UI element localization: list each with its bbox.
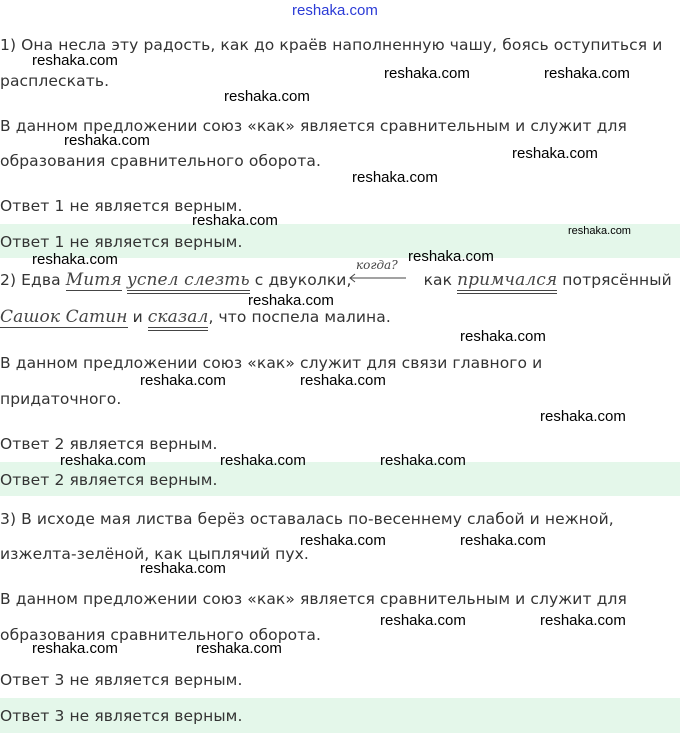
item1-sentence-line2: расплескать. [0,72,110,90]
watermark: reshaka.com [192,212,278,229]
watermark: reshaka.com [220,452,306,469]
watermark: reshaka.com [540,408,626,425]
item2-explanation-line1: В данном предложении союз «как» служит для связи главного и [0,354,543,372]
item2-subject: Митя [65,270,122,290]
watermark: reshaka.com [140,560,226,577]
item3-highlight-text: Ответ 3 не является верным. [0,707,243,725]
item2-answer: Ответ 2 является верным. [0,435,218,453]
item3-explanation-line1: В данном предложении союз «как» является сравнительным и служит для [0,590,627,608]
watermark: reshaka.com [568,225,631,237]
item3-sentence-line1: 3) В исходе мая листва берёз оставалась по-весеннему слабой и нежной, [0,510,614,528]
item1-explanation-line1: В данном предложении союз «как» является сравнительным и служит для [0,117,627,135]
item2-predicate: успел слезть [127,270,250,294]
watermark: reshaka.com [540,612,626,629]
watermark: reshaka.com [300,532,386,549]
question-arrow [346,258,408,286]
item2-sentence-line1 [0,270,672,290]
watermark: reshaka.com [32,251,118,268]
question-label: когда? [356,258,398,272]
item2-mid: с двуколки, [254,271,352,289]
watermark: reshaka.com [544,65,630,82]
item1-sentence-line1: 1) Она несла эту радость, как до краёв наполненную чашу, боясь оступиться и [0,36,663,54]
item2-subject2: Сашок Сатин [0,307,128,327]
item3-explanation-line2: образования сравнительного оборота. [0,626,321,644]
watermark: reshaka.com [60,452,146,469]
item2-predicate3: сказал [148,307,209,331]
item2-sentence-line2 [0,307,391,327]
watermark: reshaka.com [300,372,386,389]
item2-highlight-text: Ответ 2 является верным. [0,471,218,489]
watermark: reshaka.com [32,640,118,657]
item1-highlight-text: Ответ 1 не является верным. [0,233,243,251]
item1-answer: Ответ 1 не является верным. [0,197,243,215]
item2-prefix: 2) Едва [0,271,61,289]
item2-explanation-line2: придаточного. [0,390,122,408]
watermark: reshaka.com [248,292,334,309]
item2-kak: как [423,271,453,289]
item2-end: , что поспела малина. [208,308,391,326]
watermark-top: reshaka.com [292,2,378,19]
item2-tail: потрясённый [562,271,672,289]
watermark: reshaka.com [408,248,494,265]
watermark: reshaka.com [224,88,310,105]
watermark: reshaka.com [512,145,598,162]
watermark: reshaka.com [352,169,438,186]
item3-answer: Ответ 3 не является верным. [0,671,243,689]
item3-highlight-band [0,698,680,733]
watermark: reshaka.com [460,532,546,549]
watermark: reshaka.com [460,328,546,345]
watermark: reshaka.com [140,372,226,389]
watermark: reshaka.com [32,52,118,69]
item1-explanation-line2: образования сравнительного оборота. [0,152,321,170]
watermark: reshaka.com [380,452,466,469]
item3-sentence-line2: изжелта-зелёной, как цыплячий пух. [0,545,309,563]
watermark: reshaka.com [64,132,150,149]
watermark: reshaka.com [196,640,282,657]
item2-predicate2: примчался [457,270,557,294]
left-arrow-icon [346,258,408,286]
watermark: reshaka.com [384,65,470,82]
item2-and: и [132,308,143,326]
watermark: reshaka.com [380,612,466,629]
